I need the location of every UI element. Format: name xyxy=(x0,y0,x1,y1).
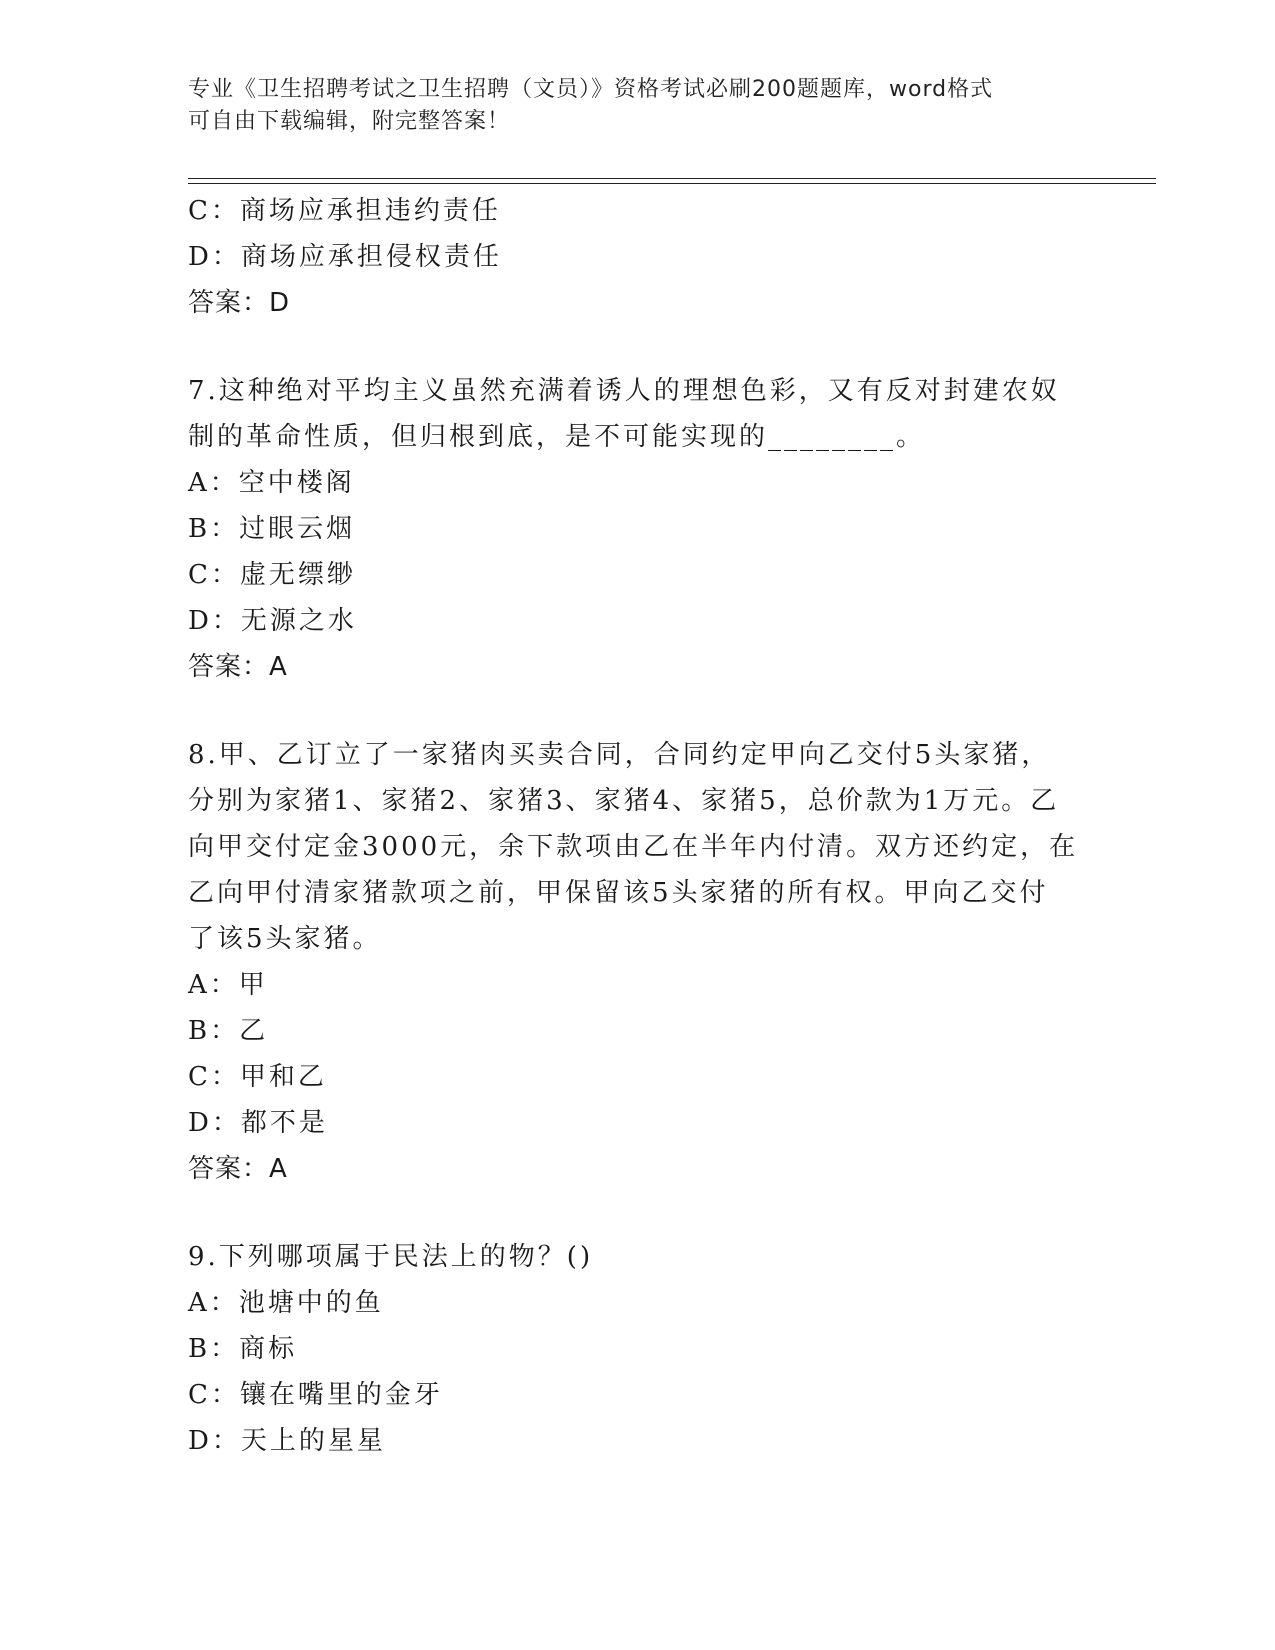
option-d: D：商场应承担侵权责任 xyxy=(188,242,502,272)
option-c: C：镶在嘴里的金牙 xyxy=(188,1380,443,1410)
option-c: C：虚无缥缈 xyxy=(188,560,356,590)
document-header xyxy=(188,74,1088,138)
answer: 答案：D xyxy=(188,288,291,318)
option-a: A：甲 xyxy=(188,970,268,1000)
question-stem: 制的革命性质，但归根到底，是不可能实现的________。 xyxy=(188,422,926,452)
option-d: D：都不是 xyxy=(188,1108,328,1138)
option-d: D：无源之水 xyxy=(188,606,357,636)
option-b: B：过眼云烟 xyxy=(188,514,356,544)
question-stem: 分别为家猪1、家猪2、家猪3、家猪4、家猪5，总价款为1万元。乙 xyxy=(188,786,1060,816)
option-c: C：甲和乙 xyxy=(188,1062,327,1092)
option-b: B：乙 xyxy=(188,1016,269,1046)
header-line-2: 可自由下载编辑，附完整答案！ xyxy=(188,109,511,134)
header-line-1: 专业《卫生招聘考试之卫生招聘（文员）》资格考试必刷200题题库，word格式 xyxy=(188,77,994,102)
question-stem: 向甲交付定金3000元，余下款项由乙在半年内付清。双方还约定，在 xyxy=(188,832,1079,862)
question-8 xyxy=(188,732,1108,1192)
option-a: A：空中楼阁 xyxy=(188,468,355,498)
question-stem: 8.甲、乙订立了一家猪肉买卖合同，合同约定甲向乙交付5头家猪， xyxy=(188,740,1051,770)
question-stem: 9.下列哪项属于民法上的物？() xyxy=(188,1242,594,1272)
question-7 xyxy=(188,368,1108,690)
option-a: A：池塘中的鱼 xyxy=(188,1288,384,1318)
option-d: D：天上的星星 xyxy=(188,1426,386,1456)
answer: 答案：A xyxy=(188,652,288,682)
option-b: B：商标 xyxy=(188,1334,298,1364)
question-list xyxy=(188,188,1108,1464)
question-stem: 乙向甲付清家猪款项之前，甲保留该5头家猪的所有权。甲向乙交付 xyxy=(188,878,1049,908)
question-6-tail xyxy=(188,188,1108,326)
header-double-rule xyxy=(188,178,1156,184)
question-stem: 了该5头家猪。 xyxy=(188,924,382,954)
option-c: C：商场应承担违约责任 xyxy=(188,196,501,226)
spacer xyxy=(188,326,1108,368)
answer: 答案：A xyxy=(188,1154,288,1184)
spacer xyxy=(188,1192,1108,1234)
question-stem: 7.这种绝对平均主义虽然充满着诱人的理想色彩，又有反对封建农奴 xyxy=(188,376,1060,406)
spacer xyxy=(188,690,1108,732)
question-9 xyxy=(188,1234,1108,1464)
